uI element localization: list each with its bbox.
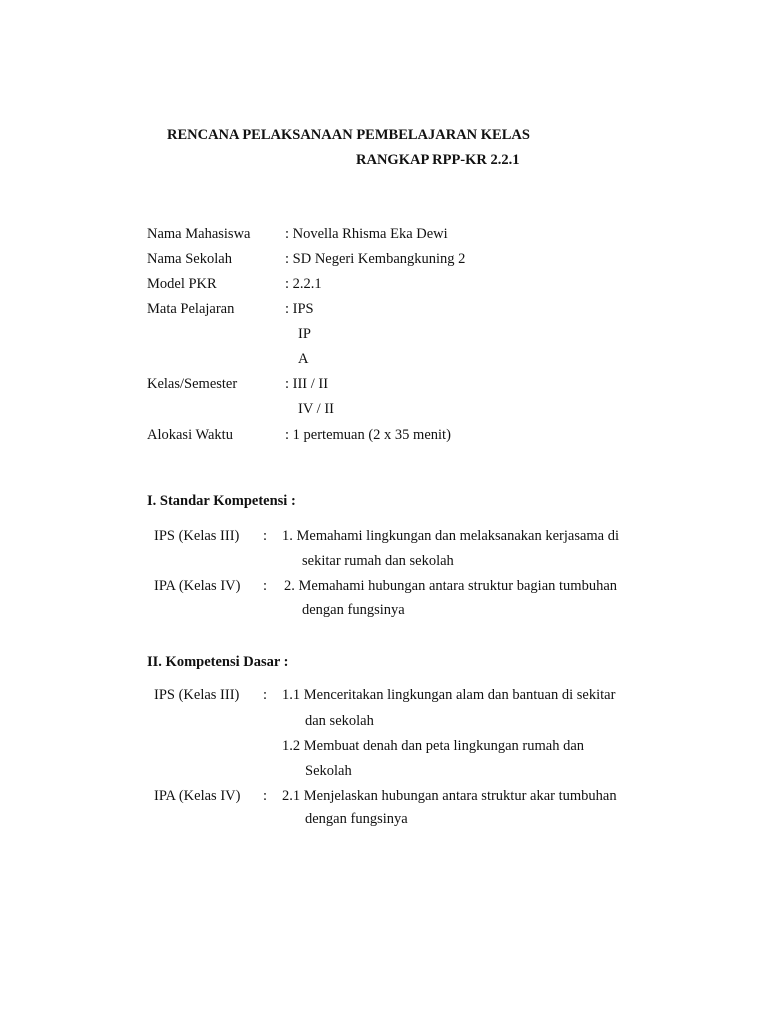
kd-separator-ips: : bbox=[263, 687, 268, 703]
value-mata-pelajaran: : IPS bbox=[285, 301, 314, 317]
label-nama-mahasiswa: Nama Mahasiswa bbox=[147, 226, 251, 242]
value-mata-pelajaran-cont-2: A bbox=[298, 351, 309, 367]
sk-separator-ipa: : bbox=[263, 578, 268, 594]
value-alokasi-waktu: : 1 pertemuan (2 x 35 menit) bbox=[285, 427, 451, 443]
kd-subject-ipa: IPA (Kelas IV) bbox=[154, 788, 241, 804]
kd-subject-ips: IPS (Kelas III) bbox=[154, 687, 240, 703]
title-line-1: RENCANA PELAKSANAAN PEMBELAJARAN KELAS bbox=[167, 127, 530, 143]
label-mata-pelajaran: Mata Pelajaran bbox=[147, 301, 235, 317]
kd-text-ips-line-3: 1.2 Membuat denah dan peta lingkungan rumah dan bbox=[282, 738, 585, 754]
title-line-2: RANGKAP RPP-KR 2.2.1 bbox=[356, 152, 520, 168]
kd-text-ipa-line-1: 2.1 Menjelaskan hubungan antara struktur akar tumbuhan bbox=[282, 788, 617, 804]
kd-text-ips-line-1: 1.1 Menceritakan lingkungan alam dan bantuan di sekitar bbox=[282, 687, 616, 703]
sk-text-ips-line-1: 1. Memahami lingkungan dan melaksanakan kerjasama di bbox=[282, 528, 620, 544]
sk-text-ipa-line-2: dengan fungsinya bbox=[302, 602, 405, 618]
heading-kompetensi-dasar: II. Kompetensi Dasar : bbox=[147, 654, 289, 670]
kd-text-ips-line-2: dan sekolah bbox=[305, 713, 374, 729]
sk-text-ips-line-2: sekitar rumah dan sekolah bbox=[302, 553, 454, 569]
kd-separator-ipa: : bbox=[263, 788, 268, 804]
heading-standar-kompetensi: I. Standar Kompetensi : bbox=[147, 493, 296, 509]
value-model-pkr: : 2.2.1 bbox=[285, 276, 322, 292]
kd-text-ips-line-4: Sekolah bbox=[305, 763, 352, 779]
sk-separator-ips: : bbox=[263, 528, 268, 544]
label-nama-sekolah: Nama Sekolah bbox=[147, 251, 232, 267]
label-alokasi-waktu: Alokasi Waktu bbox=[147, 427, 233, 443]
value-kelas-semester-cont: IV / II bbox=[298, 401, 334, 417]
sk-text-ipa-line-1: 2. Memahami hubungan antara struktur bagian tumbuhan bbox=[284, 578, 618, 594]
value-mata-pelajaran-cont-1: IP bbox=[298, 326, 311, 342]
value-kelas-semester: : III / II bbox=[285, 376, 329, 392]
value-nama-sekolah: : SD Negeri Kembangkuning 2 bbox=[285, 251, 466, 267]
label-kelas-semester: Kelas/Semester bbox=[147, 376, 238, 392]
value-nama-mahasiswa: : Novella Rhisma Eka Dewi bbox=[285, 226, 448, 242]
kd-text-ipa-line-2: dengan fungsinya bbox=[305, 811, 408, 827]
sk-subject-ipa: IPA (Kelas IV) bbox=[154, 578, 241, 594]
label-model-pkr: Model PKR bbox=[147, 276, 217, 292]
sk-subject-ips: IPS (Kelas III) bbox=[154, 528, 240, 544]
